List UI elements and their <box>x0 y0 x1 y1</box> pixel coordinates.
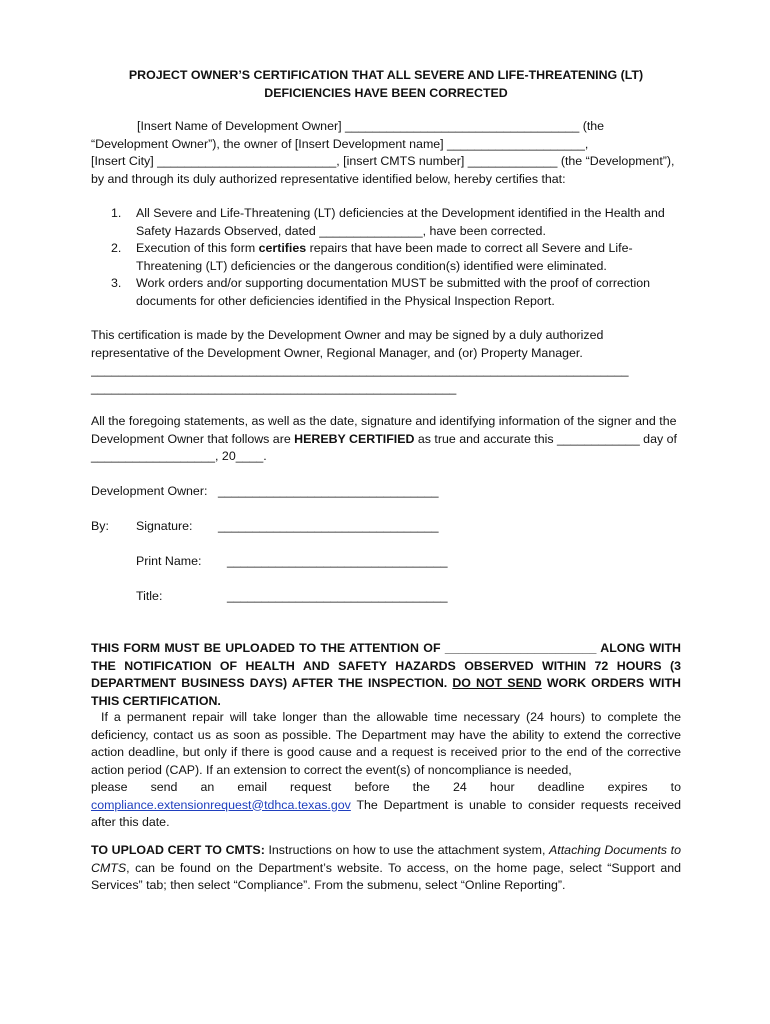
list-text: repairs that have been made to correct all Severe and Life-Threatening (LT) deficiencies or the dangerous condition(s) identified were eliminated. <box>136 241 633 273</box>
attention-blank[interactable]: ______________________ <box>444 641 597 655</box>
development-name-blank[interactable]: ____________________ <box>447 136 585 151</box>
list-number: 3. <box>111 276 122 290</box>
list-item <box>91 275 681 310</box>
email-request-word: request <box>290 780 332 794</box>
email-request-word: before <box>354 780 390 794</box>
intro-text: [Insert City] <box>91 154 158 168</box>
permanent-repair-text: The Department is unable to consider requests received after this date. <box>91 797 681 829</box>
certified-text: All the foregoing statements, as well as the date, signature and identifying information of the signer and the Development Owner that follows are <box>91 414 677 446</box>
email-request-word: 24 <box>452 780 467 794</box>
owner-label: Development Owner: <box>91 484 208 498</box>
date-blank[interactable]: _______________ <box>319 223 423 238</box>
email-request-word: please <box>91 780 128 794</box>
print-name-label: Print Name: <box>136 554 202 568</box>
email-request-word: an <box>200 780 215 794</box>
cmts-text: , can be found on the Department’s website. To access, on the home page, select “Support and Services” tab; then select “Compliance”. From the submenu, select “Online Reporting”. <box>91 860 681 892</box>
intro-text: (the <box>579 119 605 133</box>
permanent-repair-paragraph <box>91 709 681 832</box>
upload-text: ALONG WITH THE NOTIFICATION OF HEALTH AND SAFETY HAZARDS OBSERVED WITHIN 72 HOURS (3 DEPARTMENT BUSINESS DAYS) AFTER THE INSPECTION. <box>91 641 681 690</box>
intro-line-3 <box>91 153 681 171</box>
intro-line-2 <box>91 136 681 154</box>
month-blank[interactable]: __________________ <box>91 449 216 463</box>
by-label: By: <box>91 519 109 533</box>
signature-line-2[interactable]: _____________________________________________________ <box>91 380 457 395</box>
list-text: Execution of this form <box>136 241 259 255</box>
list-number: 1. <box>111 206 122 220</box>
title-line-2: DEFICIENCIES HAVE BEEN CORRECTED <box>264 85 508 100</box>
print-name-field[interactable]: ________________________________ <box>227 554 448 568</box>
hereby-certified-text: HEREBY CERTIFIED <box>294 431 415 446</box>
signature-label: Signature: <box>136 519 193 533</box>
list-item <box>91 240 681 275</box>
cmts-italic-text: Attaching Documents to CMTS <box>91 843 681 875</box>
owner-field[interactable]: ________________________________ <box>218 484 439 498</box>
email-request-word: send <box>150 780 178 794</box>
list-bold-text: certifies <box>258 241 307 255</box>
cmts-label: TO UPLOAD CERT TO CMTS: <box>91 843 265 857</box>
email-request-word: the <box>412 780 430 794</box>
signature-line-1[interactable]: ______________________________________________________________________________ <box>91 363 629 377</box>
certification-list <box>91 205 681 310</box>
intro-text: , [insert CMTS number] <box>336 154 468 168</box>
owner-row <box>91 483 651 501</box>
intro-text: (the “Development”), <box>557 154 675 168</box>
do-not-send-text: DO NOT SEND <box>452 676 542 690</box>
email-request-line <box>91 779 681 797</box>
cmts-number-blank[interactable]: _____________ <box>467 154 558 168</box>
cmts-text: Instructions on how to use the attachment system, <box>264 843 550 857</box>
certified-text: day of <box>643 431 677 446</box>
email-line <box>91 797 681 832</box>
intro-line-4: by and through its duly authorized representative identified below, hereby certifies that: <box>91 171 566 186</box>
title-field[interactable]: ________________________________ <box>227 589 448 603</box>
signature-field[interactable]: ________________________________ <box>218 519 439 533</box>
title-label: Title: <box>136 589 163 603</box>
owner-name-blank[interactable]: __________________________________ <box>344 119 580 133</box>
certified-text: , 20 <box>215 449 236 463</box>
authorization-paragraph <box>91 327 681 397</box>
year-blank[interactable]: ____ <box>235 449 264 463</box>
email-request-word: email <box>237 780 267 794</box>
list-item <box>91 205 681 240</box>
intro-line-1 <box>91 118 681 136</box>
city-blank[interactable]: __________________________ <box>157 154 337 168</box>
title-row <box>91 588 651 606</box>
intro-text: “Development Owner”), the owner of [Insert Development name] <box>91 136 448 151</box>
intro-text: , <box>584 136 589 151</box>
title-line-1: PROJECT OWNER’S CERTIFICATION THAT ALL SEVERE AND LIFE-THREATENING (LT) <box>128 68 644 82</box>
page-title <box>91 67 681 102</box>
print-name-row <box>91 553 651 571</box>
upload-text: THIS FORM MUST BE UPLOADED TO THE ATTENTION OF <box>91 641 445 655</box>
email-request-word: to <box>670 780 681 794</box>
list-text: All Severe and Life-Threatening (LT) deficiencies at the Development identified in the Health and Safety Hazards Observed, dated <box>136 206 665 238</box>
certified-text: as true and accurate this <box>414 431 558 446</box>
cmts-upload-instructions <box>91 842 681 895</box>
intro-paragraph <box>91 118 681 188</box>
day-blank[interactable]: ____________ <box>557 431 640 446</box>
certified-text: . <box>263 449 267 463</box>
upload-text: WORK ORDERS WITH THIS CERTIFICATION. <box>91 676 681 708</box>
list-text: , have been corrected. <box>422 223 546 238</box>
email-request-word: hour <box>489 780 515 794</box>
signature-row <box>91 518 651 536</box>
list-text: Work orders and/or supporting documentation MUST be submitted with the proof of correction documents for other deficiencies identified in the Physical Inspection Report. <box>136 276 651 308</box>
extension-request-email-link[interactable]: compliance.extensionrequest@tdhca.texas.gov <box>91 797 351 812</box>
permanent-repair-text: If a permanent repair will take longer than the allowable time necessary (24 hours) to complete the deficiency, contact us as soon as possible. The Department may have the ability to extend the corrective action deadline, but only if there is good cause and a request is received prior to the end of the corrective action period (CAP). If an extension to correct the event(s) of noncompliance is needed, <box>91 710 681 777</box>
authorization-text: This certification is made by the Development Owner and may be signed by a duly authorized representative of the Development Owner, Regional Manager, and (or) Property Manager. <box>91 328 604 360</box>
certified-paragraph <box>91 413 681 466</box>
intro-owner-label: [Insert Name of Development Owner] <box>137 119 345 133</box>
email-request-word: expires <box>607 780 648 794</box>
upload-notice <box>91 640 681 710</box>
email-request-word: deadline <box>537 780 585 794</box>
list-number: 2. <box>111 241 122 255</box>
